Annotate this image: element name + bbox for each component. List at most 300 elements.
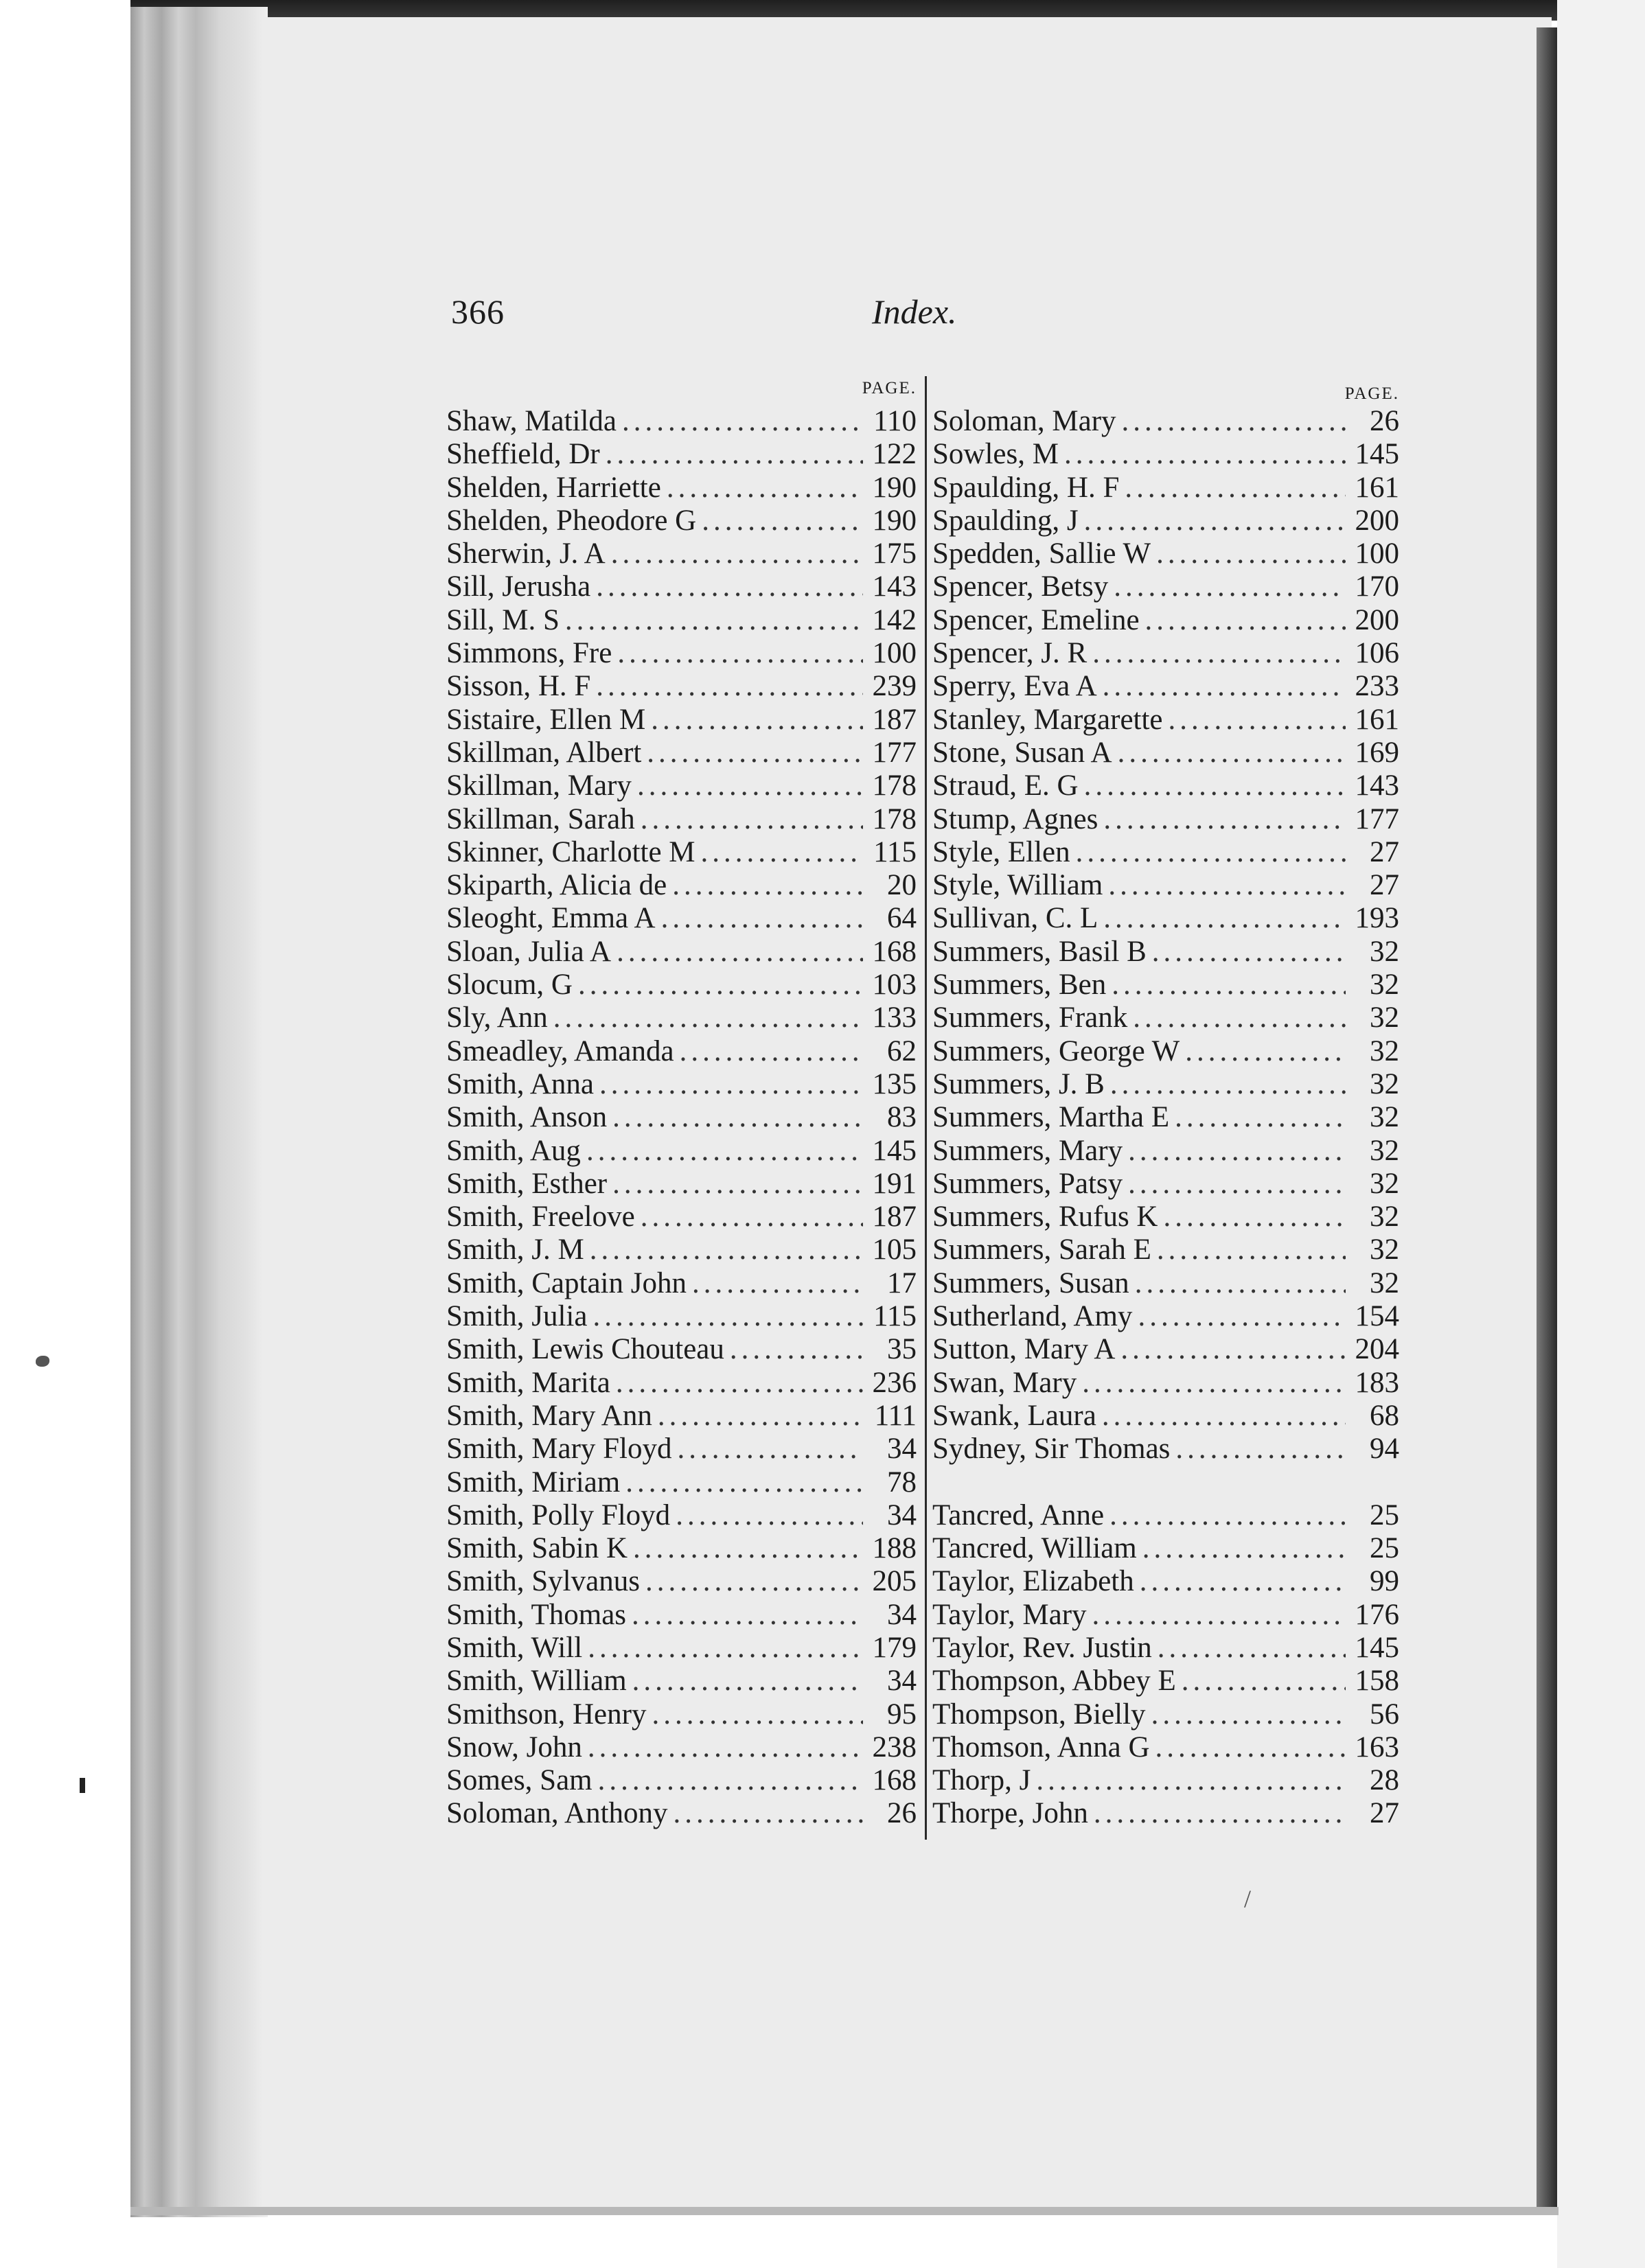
dot-leader: [1125, 472, 1346, 505]
dot-leader: [632, 1599, 863, 1632]
index-entry: [932, 1731, 1399, 1764]
index-entry: [446, 1201, 917, 1234]
index-entry: [932, 1333, 1399, 1366]
index-entry: [446, 902, 917, 935]
index-entry: [446, 936, 917, 969]
dot-leader: [633, 1532, 863, 1565]
entry-page-number: 27: [1370, 835, 1399, 868]
index-entry: [932, 1632, 1399, 1665]
entry-name: Sullivan, C. L: [932, 902, 1098, 935]
entry-name: Smith, William: [446, 1665, 627, 1698]
index-entry: [446, 505, 917, 537]
dot-leader: [1092, 637, 1346, 670]
dot-leader: [641, 803, 863, 836]
entry-name: Sleoght, Emma A: [446, 902, 656, 935]
entry-page-number: 99: [1370, 1565, 1399, 1598]
dot-leader: [637, 769, 863, 802]
entry-name: Sheffield, Dr: [446, 438, 600, 471]
entry-name: Smith, Thomas: [446, 1598, 627, 1631]
entry-page-number: 238: [872, 1731, 917, 1763]
dot-leader: [647, 737, 863, 769]
entry-page-number: 145: [1355, 438, 1399, 471]
dot-leader: [588, 1632, 863, 1665]
index-entry: [446, 1135, 917, 1168]
dot-leader: [680, 1035, 863, 1068]
entry-page-number: 175: [872, 537, 917, 570]
entry-page-number: 169: [1355, 736, 1399, 769]
index-entry-list: [932, 405, 1399, 1831]
index-entry: [446, 1068, 917, 1101]
dot-leader: [1145, 604, 1346, 637]
index-entry: [446, 1300, 917, 1333]
entry-name: Spencer, Emeline: [932, 603, 1140, 636]
entry-page-number: 26: [1370, 405, 1399, 437]
entry-name: Summers, George W: [932, 1034, 1180, 1067]
dot-leader: [1103, 902, 1346, 935]
entry-name: Swan, Mary: [932, 1366, 1077, 1399]
dot-leader: [1155, 1731, 1346, 1764]
dot-leader: [632, 1665, 863, 1698]
index-entry: [932, 936, 1399, 969]
index-entry: [932, 438, 1399, 471]
entry-page-number: 78: [887, 1466, 917, 1498]
dot-leader: [617, 637, 863, 670]
index-entry: [446, 769, 917, 802]
index-entry: [446, 1665, 917, 1698]
index-entry: [932, 1035, 1399, 1068]
entry-page-number: 161: [1355, 471, 1399, 504]
entry-page-number: 190: [872, 471, 917, 504]
index-entry: [932, 1201, 1399, 1234]
dot-leader: [616, 1367, 863, 1400]
dot-leader: [1122, 405, 1346, 438]
dot-leader: [661, 902, 863, 935]
entry-page-number: 145: [872, 1134, 917, 1167]
dot-leader: [596, 670, 863, 703]
entry-page-number: 163: [1355, 1731, 1399, 1763]
dot-leader: [1152, 936, 1346, 969]
entry-page-number: 193: [1355, 902, 1399, 935]
entry-name: Summers, Rufus K: [932, 1201, 1158, 1234]
entry-page-number: 32: [1370, 1167, 1399, 1200]
entry-name: Spencer, J. R: [932, 637, 1088, 670]
index-entry: [932, 1101, 1399, 1134]
entry-page-number: 111: [874, 1399, 917, 1432]
entry-name: Summers, Susan: [932, 1266, 1129, 1299]
index-entry: [932, 637, 1399, 670]
index-entry: [932, 405, 1399, 438]
dot-leader: [672, 869, 863, 902]
index-entry: [446, 1367, 917, 1400]
index-entry: [932, 902, 1399, 935]
entry-name: Smith, Esther: [446, 1167, 608, 1200]
dot-leader: [1175, 1433, 1346, 1466]
dot-leader: [1110, 1068, 1346, 1101]
entry-page-number: 32: [1370, 1201, 1399, 1234]
entry-name: Swank, Laura: [932, 1399, 1096, 1432]
dot-leader: [578, 969, 863, 1002]
entry-page-number: 100: [872, 637, 917, 670]
index-entry: [932, 505, 1399, 537]
index-entry: [932, 604, 1399, 637]
dot-leader: [565, 604, 863, 637]
entry-page-number: 28: [1370, 1764, 1399, 1797]
index-entry: [446, 737, 917, 769]
entry-page-number: 34: [887, 1498, 917, 1531]
entry-page-number: 32: [1370, 1067, 1399, 1100]
dot-leader: [1135, 1267, 1346, 1300]
entry-name: Spencer, Betsy: [932, 570, 1109, 603]
index-entry: [446, 1466, 917, 1499]
dot-leader: [625, 1466, 863, 1499]
index-entry: [932, 1698, 1399, 1731]
index-entry: [932, 1565, 1399, 1598]
index-entry: [932, 1234, 1399, 1266]
entry-page-number: 183: [1355, 1366, 1399, 1399]
index-entry: [446, 1499, 917, 1532]
dot-leader: [1103, 803, 1346, 836]
entry-name: Smeadley, Amanda: [446, 1034, 674, 1067]
dot-leader: [1185, 1035, 1346, 1068]
entry-page-number: 34: [887, 1598, 917, 1631]
entry-name: Smith, Sabin K: [446, 1532, 628, 1565]
entry-page-number: 170: [1355, 570, 1399, 603]
entry-name: Sloan, Julia A: [446, 935, 612, 968]
index-entry: [932, 1300, 1399, 1333]
entry-page-number: 178: [872, 769, 917, 802]
entry-name: Skillman, Sarah: [446, 802, 635, 835]
dot-leader: [1118, 737, 1346, 769]
entry-page-number: 187: [872, 703, 917, 736]
dot-leader: [1128, 1135, 1346, 1168]
entry-page-number: 32: [1370, 935, 1399, 968]
entry-name: Skiparth, Alicia de: [446, 869, 667, 902]
entry-page-number: 32: [1370, 1034, 1399, 1067]
dot-leader: [586, 1135, 863, 1168]
entry-page-number: 176: [1355, 1598, 1399, 1631]
entry-name: Smith, Captain John: [446, 1266, 687, 1299]
book-right-edge: [1537, 27, 1557, 2210]
index-entry: [932, 969, 1399, 1002]
entry-name: Stanley, Margarette: [932, 703, 1163, 736]
index-entry: [446, 1035, 917, 1068]
entry-name: Smith, Lewis Chouteau: [446, 1333, 724, 1366]
index-entry: [446, 637, 917, 670]
dot-leader: [1102, 1400, 1346, 1433]
entry-page-number: 115: [873, 835, 917, 868]
entry-name: Somes, Sam: [446, 1764, 593, 1797]
entry-page-number: 95: [887, 1698, 917, 1731]
dot-leader: [651, 704, 863, 737]
entry-name: Style, William: [932, 869, 1103, 902]
stray-mark: /: [1244, 1885, 1252, 1912]
entry-page-number: 32: [1370, 1101, 1399, 1134]
index-entry: [446, 803, 917, 836]
entry-page-number: 56: [1370, 1698, 1399, 1731]
dot-leader: [599, 1068, 863, 1101]
entry-page-number: 27: [1370, 1797, 1399, 1830]
entry-page-number: 187: [872, 1201, 917, 1234]
entry-page-number: 34: [887, 1433, 917, 1466]
entry-page-number: 191: [872, 1167, 917, 1200]
entry-name: Sistaire, Ellen M: [446, 703, 646, 736]
index-entry: [932, 1433, 1399, 1466]
dot-leader: [1158, 1632, 1346, 1665]
dot-leader: [1142, 1532, 1346, 1565]
dot-leader: [1156, 537, 1346, 570]
index-entry: [446, 1101, 917, 1134]
entry-page-number: 177: [872, 736, 917, 769]
ink-blot: [36, 1356, 49, 1367]
dot-leader: [641, 1201, 863, 1234]
dot-leader: [590, 1234, 863, 1266]
index-entry: [932, 1168, 1399, 1201]
dot-leader: [1163, 1201, 1346, 1234]
dot-leader: [1092, 1599, 1346, 1632]
column-divider: [925, 376, 927, 1840]
entry-name: Taylor, Mary: [932, 1598, 1087, 1631]
entry-page-number: 177: [1355, 802, 1399, 835]
entry-name: Smithson, Henry: [446, 1698, 647, 1731]
entry-page-number: 100: [1355, 537, 1399, 570]
index-entry: [446, 1532, 917, 1565]
dot-leader: [1036, 1764, 1346, 1797]
entry-name: Skillman, Albert: [446, 736, 642, 769]
index-entry: [446, 1797, 917, 1830]
dot-leader: [701, 836, 863, 869]
index-entry: [932, 1267, 1399, 1300]
entry-page-number: 25: [1370, 1498, 1399, 1531]
entry-name: Skillman, Mary: [446, 769, 632, 802]
entry-name: Smith, Marita: [446, 1366, 610, 1399]
index-entry: [932, 1532, 1399, 1565]
page-number: 366: [451, 292, 505, 331]
index-entry: [446, 704, 917, 737]
dot-leader: [606, 438, 863, 471]
dot-leader: [1128, 1168, 1346, 1201]
index-entry: [446, 1632, 917, 1665]
dot-leader: [1157, 1234, 1346, 1266]
entry-name: Summers, Patsy: [932, 1167, 1123, 1200]
entry-name: Simmons, Fre: [446, 637, 612, 670]
entry-page-number: 32: [1370, 1134, 1399, 1167]
entry-page-number: 34: [887, 1665, 917, 1698]
entry-name: Spaulding, J: [932, 504, 1079, 537]
index-entry: [446, 537, 917, 570]
entry-name: Smith, Sylvanus: [446, 1565, 640, 1598]
entry-name: Thompson, Abbey E: [932, 1665, 1176, 1698]
entry-page-number: 236: [872, 1366, 917, 1399]
entry-name: Smith, Polly Floyd: [446, 1498, 671, 1531]
entry-name: Smith, Aug: [446, 1134, 581, 1167]
index-entry: [446, 1234, 917, 1266]
entry-page-number: 115: [873, 1300, 917, 1333]
entry-name: Shaw, Matilda: [446, 405, 617, 437]
index-entry: [932, 570, 1399, 603]
dot-leader: [674, 1797, 863, 1830]
entry-name: Taylor, Rev. Justin: [932, 1631, 1152, 1664]
entry-page-number: 161: [1355, 703, 1399, 736]
entry-name: Smith, Julia: [446, 1300, 588, 1333]
index-entry: [446, 1267, 917, 1300]
index-entry: [932, 1135, 1399, 1168]
entry-page-number: 122: [872, 438, 917, 471]
dot-leader: [1064, 438, 1346, 471]
entry-name: Sill, Jerusha: [446, 570, 591, 603]
index-entry: [446, 1698, 917, 1731]
entry-name: Smith, Miriam: [446, 1466, 621, 1498]
entry-name: Thorp, J: [932, 1764, 1031, 1797]
dot-leader: [588, 1731, 863, 1764]
entry-page-number: 62: [887, 1034, 917, 1067]
entry-name: Spedden, Sallie W: [932, 537, 1151, 570]
entry-name: Sisson, H. F: [446, 670, 591, 703]
index-entry: [932, 1764, 1399, 1797]
index-entry: [446, 969, 917, 1002]
entry-name: Style, Ellen: [932, 835, 1070, 868]
page-column-header: PAGE.: [1344, 384, 1399, 403]
dot-leader: [612, 1168, 863, 1201]
index-entry: [446, 1433, 917, 1466]
dot-leader: [1175, 1101, 1346, 1134]
entry-page-number: 133: [872, 1002, 917, 1034]
index-entry: [932, 704, 1399, 737]
entry-name: Smith, Mary Floyd: [446, 1433, 672, 1466]
index-entry: [932, 1797, 1399, 1830]
dot-leader: [1138, 1300, 1346, 1333]
entry-page-number: 25: [1370, 1532, 1399, 1565]
entry-page-number: 64: [887, 902, 917, 935]
entry-name: Summers, Martha E: [932, 1101, 1170, 1134]
entry-page-number: 110: [873, 405, 917, 437]
entry-name: Smith, Will: [446, 1631, 583, 1664]
index-entry: [446, 1731, 917, 1764]
entry-page-number: 200: [1355, 603, 1399, 636]
entry-page-number: 32: [1370, 1266, 1399, 1299]
index-entry: [932, 1400, 1399, 1433]
entry-page-number: 143: [872, 570, 917, 603]
index-entry: [932, 1068, 1399, 1101]
entry-name: Thorpe, John: [932, 1797, 1088, 1830]
entry-name: Tancred, Anne: [932, 1498, 1105, 1531]
entry-name: Sherwin, J. A: [446, 537, 606, 570]
index-entry: [932, 869, 1399, 902]
index-entry: [932, 803, 1399, 836]
dot-leader: [622, 405, 863, 438]
index-entry: [446, 1168, 917, 1201]
entry-name: Tancred, William: [932, 1532, 1137, 1565]
dot-leader: [1103, 670, 1346, 703]
entry-page-number: 143: [1355, 769, 1399, 802]
entry-name: Sill, M. S: [446, 603, 560, 636]
dot-leader: [692, 1267, 863, 1300]
entry-name: Sutton, Mary A: [932, 1333, 1116, 1366]
entry-page-number: 26: [887, 1797, 917, 1830]
entry-page-number: 205: [872, 1565, 917, 1598]
entry-name: Shelden, Harriette: [446, 471, 661, 504]
index-entry: [932, 836, 1399, 869]
dot-leader: [1108, 869, 1346, 902]
entry-page-number: 190: [872, 504, 917, 537]
dot-leader: [1094, 1797, 1346, 1830]
entry-name: Smith, Anson: [446, 1101, 608, 1134]
index-entry: [446, 570, 917, 603]
entry-page-number: 17: [887, 1266, 917, 1299]
entry-page-number: 32: [1370, 1002, 1399, 1034]
dot-leader: [652, 1698, 863, 1731]
index-entry: [446, 604, 917, 637]
dot-leader: [1084, 505, 1346, 537]
dot-leader: [1120, 1333, 1346, 1366]
entry-name: Slocum, G: [446, 969, 573, 1002]
dot-leader: [1082, 1367, 1346, 1400]
entry-page-number: 105: [872, 1234, 917, 1266]
index-entry: [932, 737, 1399, 769]
entry-name: Taylor, Elizabeth: [932, 1565, 1134, 1598]
index-entry: [932, 472, 1399, 505]
index-entry: [446, 836, 917, 869]
entry-name: Summers, Basil B: [932, 935, 1147, 968]
entry-name: Sydney, Sir Thomas: [932, 1433, 1171, 1466]
dot-leader: [598, 1764, 863, 1797]
index-entry-list: [446, 405, 917, 1831]
index-entry: [932, 1499, 1399, 1532]
entry-name: Summers, Sarah E: [932, 1234, 1151, 1266]
right-margin: [1557, 0, 1645, 2268]
dot-leader: [593, 1300, 863, 1333]
dot-leader: [1182, 1665, 1346, 1698]
dot-leader: [667, 472, 863, 505]
dot-leader: [1114, 570, 1346, 603]
index-entry: [932, 670, 1399, 703]
entry-page-number: 20: [887, 869, 917, 902]
dot-leader: [1151, 1698, 1346, 1731]
entry-name: Stone, Susan A: [932, 736, 1112, 769]
entry-page-number: 27: [1370, 869, 1399, 902]
entry-page-number: 145: [1355, 1631, 1399, 1664]
entry-page-number: 204: [1355, 1333, 1399, 1366]
dot-leader: [1109, 1499, 1346, 1532]
index-entry: [446, 405, 917, 438]
entry-page-number: 68: [1370, 1399, 1399, 1432]
entry-page-number: 142: [872, 603, 917, 636]
dot-leader: [553, 1002, 863, 1034]
index-entry: [446, 472, 917, 505]
entry-page-number: 94: [1370, 1433, 1399, 1466]
dot-leader: [611, 537, 863, 570]
entry-page-number: 106: [1355, 637, 1399, 670]
dot-leader: [658, 1400, 863, 1433]
entry-name: Skinner, Charlotte M: [446, 835, 695, 868]
entry-name: Sowles, M: [932, 438, 1059, 471]
entry-name: Soloman, Anthony: [446, 1797, 668, 1830]
entry-name: Sperry, Eva A: [932, 670, 1097, 703]
index-entry: [932, 1367, 1399, 1400]
entry-page-number: 135: [872, 1067, 917, 1100]
index-entry: [446, 1002, 917, 1034]
index-entry: [932, 1002, 1399, 1034]
book-bottom-edge: [130, 2207, 1558, 2215]
entry-page-number: 32: [1370, 969, 1399, 1002]
entry-page-number: 83: [887, 1101, 917, 1134]
ink-mark: [80, 1778, 85, 1793]
entry-page-number: 239: [872, 670, 917, 703]
dot-leader: [1133, 1002, 1346, 1034]
entry-name: Smith, Freelove: [446, 1201, 635, 1234]
index-entry: [446, 869, 917, 902]
index-entry: [932, 1665, 1399, 1698]
index-column-right: [932, 379, 1399, 1831]
